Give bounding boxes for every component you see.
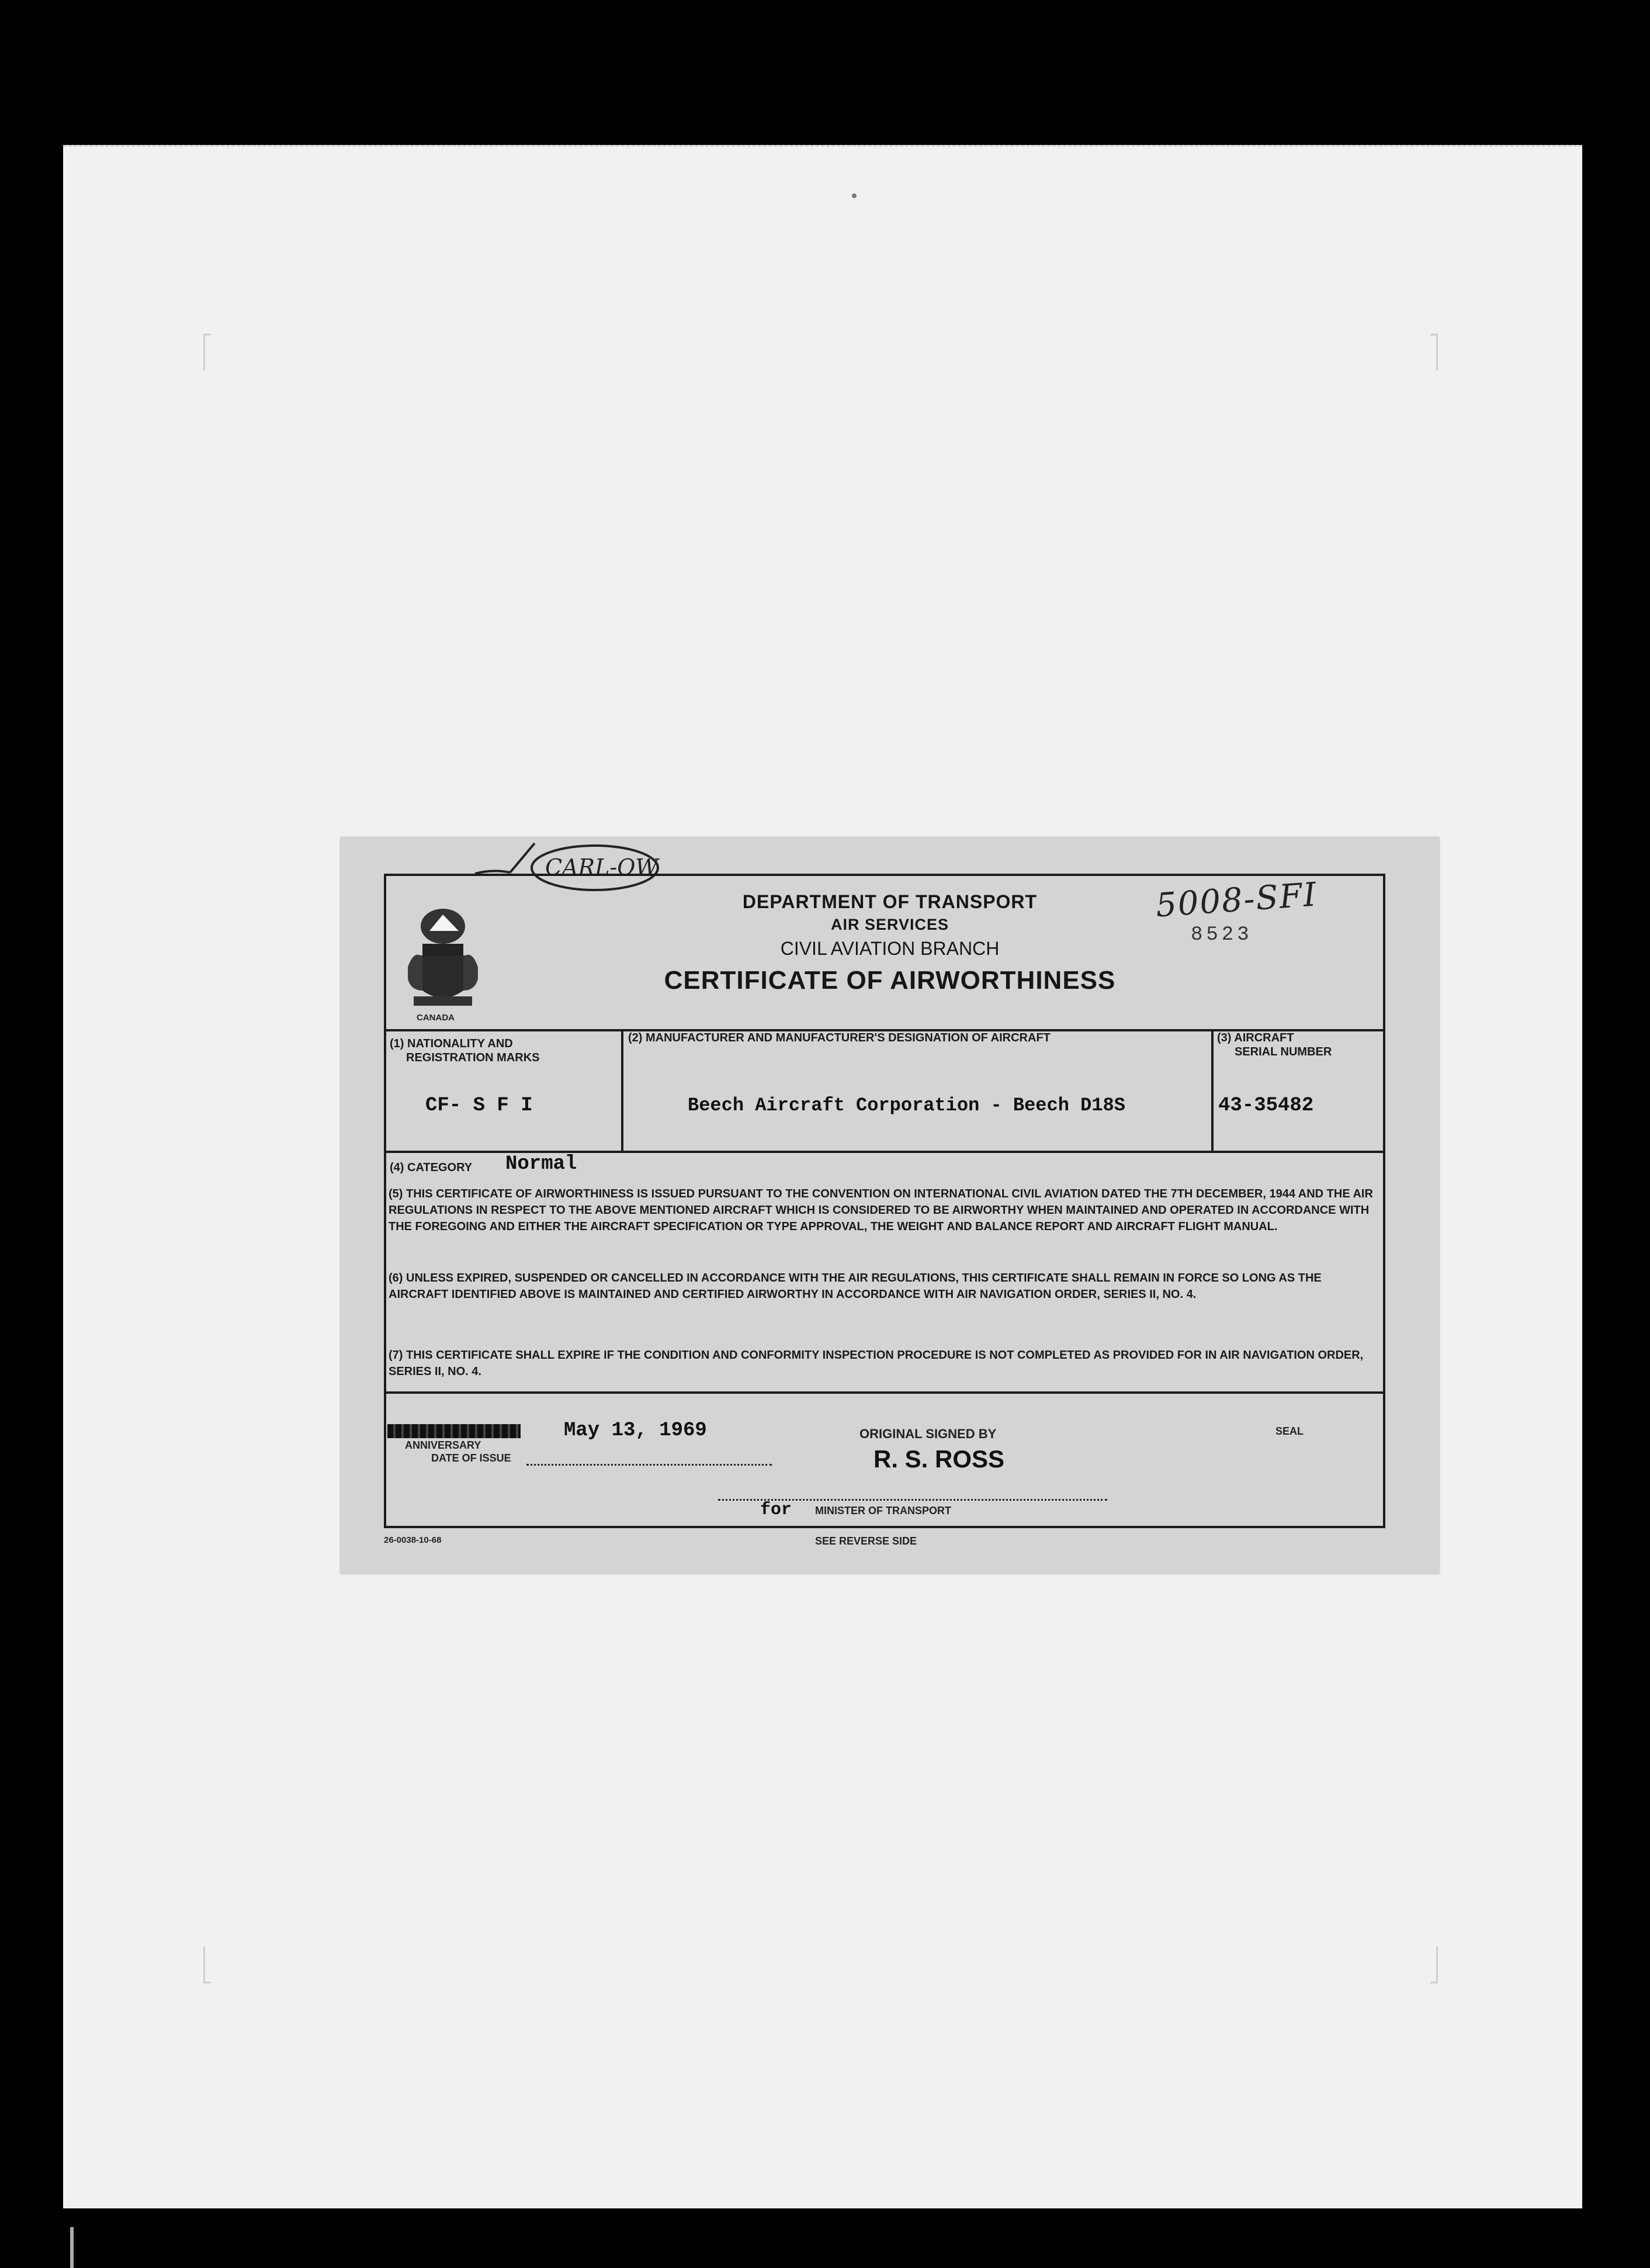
crop-mark-top-left — [203, 334, 211, 371]
service-heading: AIR SERVICES — [830, 916, 949, 933]
file-number: 8523 — [1191, 924, 1253, 946]
for-text: for — [760, 1500, 792, 1520]
crop-mark-top-right — [1430, 334, 1438, 371]
category-label: (4) CATEGORY — [390, 1161, 473, 1174]
speck — [852, 193, 857, 198]
serial-label-1: (3) AIRCRAFT — [1217, 1031, 1294, 1044]
nationality-label-1: (1) NATIONALITY AND — [390, 1037, 513, 1050]
manufacturer-label: (2) MANUFACTURER AND MANUFACTURER'S DESIGNATION OF AIRCRAFT — [628, 1031, 1051, 1044]
crop-mark-bottom-right — [1430, 1947, 1438, 1983]
manufacturer-value: Beech Aircraft Corporation - Beech D18S — [688, 1095, 1125, 1116]
clause-6: (6) UNLESS EXPIRED, SUSPENDED OR CANCELLED IN ACCORDANCE WITH THE AIR REGULATIONS, THIS CERTIFICATE SHALL REMAIN IN FORCE SO LONG AS THE AIRCRAFT IDENTIFIED ABOVE IS MAINTAINED AND CERTIFIED AIRWORTHY IN ACCORDANCE WITH AIR NAVIGATION ORDER, SERIES II, NO. 4. — [389, 1272, 1322, 1301]
form-number: 26-0038-10-68 — [384, 1535, 442, 1545]
clause-5: (5) THIS CERTIFICATE OF AIRWORTHINESS IS ISSUED PURSUANT TO THE CONVENTION ON INTERNATIONAL CIVIL AVIATION DATED THE 7TH DECEMBER, 1944 AND THE AIR REGULATIONS IN RESPECT TO THE ABOVE MENTIONED AIRCRAFT WHICH IS CONSIDERED TO BE AIRWORTHY WHEN MAINTAINED AND OPERATED IN ACCORDANCE WITH THE FOREGOING AND EITHER THE AIRCRAFT SPECIFICATION OR TYPE APPROVAL, THE WEIGHT AND BALANCE REPORT AND AIRCRAFT FLIGHT MANUAL. — [389, 1187, 1373, 1233]
handwritten-file-ref: 5008-SFI — [1155, 875, 1319, 925]
serial-value: 43-35482 — [1218, 1095, 1314, 1117]
category-value: Normal — [505, 1153, 577, 1175]
seal-label: SEAL — [1275, 1425, 1304, 1437]
anniversary-label: ANNIVERSARY — [405, 1439, 481, 1451]
struck-out-anniversary — [387, 1424, 521, 1438]
date-dotted-line — [526, 1464, 772, 1466]
crop-mark-bottom-left — [203, 1947, 211, 1983]
signatory-name: R. S. ROSS — [873, 1445, 1005, 1473]
original-signed-label: ORIGINAL SIGNED BY — [859, 1426, 997, 1441]
certificate-title: CERTIFICATE OF AIRWORTHINESS — [664, 966, 1116, 995]
scanned-page — [63, 145, 1582, 2208]
clause-7: (7) THIS CERTIFICATE SHALL EXPIRE IF THE CONDITION AND CONFORMITY INSPECTION PROCEDURE IS NOT COMPLETED AS PROVIDED FOR IN AIR NAVIGATION ORDER, SERIES II, NO. 4. — [389, 1349, 1364, 1378]
nationality-value: CF- S F I — [425, 1095, 533, 1117]
rule-col-1 — [621, 1030, 623, 1152]
top-note-text: CARL-OW — [545, 854, 658, 880]
see-reverse-side: SEE REVERSE SIDE — [815, 1535, 917, 1547]
serial-label-2: SERIAL NUMBER — [1235, 1045, 1332, 1058]
department-heading: DEPARTMENT OF TRANSPORT — [742, 891, 1038, 912]
rule-clauses-bottom — [384, 1391, 1385, 1394]
date-of-issue-label: DATE OF ISSUE — [431, 1452, 511, 1464]
crest-label: CANADA — [417, 1013, 455, 1023]
branch-heading: CIVIL AVIATION BRANCH — [780, 938, 1000, 959]
certificate — [341, 837, 1439, 1574]
rule-col-2 — [1211, 1030, 1214, 1152]
edge-mark — [70, 2227, 74, 2268]
nationality-label-2: REGISTRATION MARKS — [406, 1051, 540, 1064]
date-of-issue-value: May 13, 1969 — [564, 1419, 707, 1442]
minister-label: MINISTER OF TRANSPORT — [815, 1505, 951, 1516]
